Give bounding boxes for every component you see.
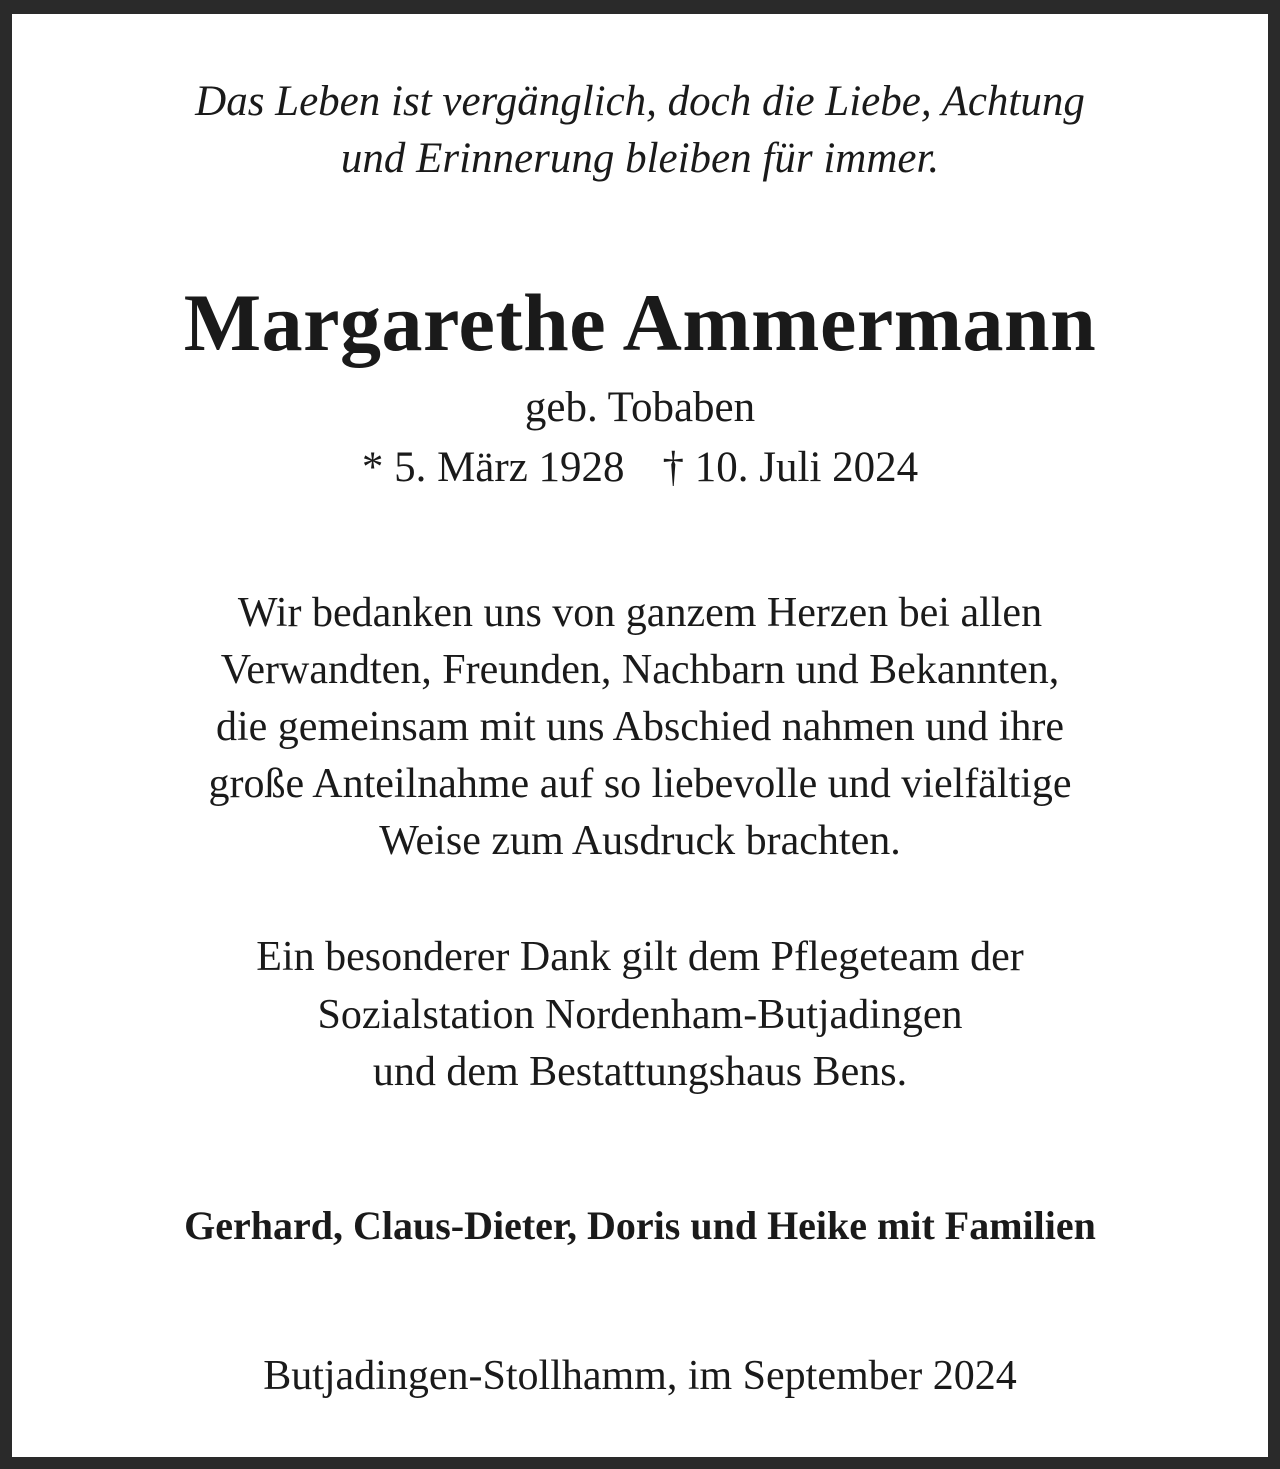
thanks-line-1: Wir bedanken uns von ganzem Herzen bei allen — [237, 590, 1043, 636]
thanks-line-5: Weise zum Ausdruck brachten. — [379, 818, 901, 864]
place-date: Butjadingen-Stollhamm, im September 2024 — [263, 1353, 1017, 1399]
special-thanks-line-2: Sozialstation Nordenham-Butjadingen — [317, 992, 963, 1038]
maiden-name: geb. Tobaben — [524, 384, 756, 431]
birth-date: * 5. März 1928 — [361, 444, 625, 491]
signers: Gerhard, Claus-Dieter, Doris und Heike mit Familien — [184, 1203, 1096, 1248]
thanks-line-4: große Anteilnahme auf so liebevolle und vielfältige — [208, 761, 1072, 807]
deceased-name: Margarethe Ammermann — [183, 277, 1097, 368]
special-thanks-line-1: Ein besonderer Dank gilt dem Pflegeteam der — [256, 934, 1024, 980]
thanks-line-3: die gemeinsam mit uns Abschied nahmen und ihre — [216, 704, 1064, 750]
special-thanks-line-3: und dem Bestattungshaus Bens. — [372, 1049, 908, 1095]
life-dates — [0, 446, 1280, 489]
thanks-line-2: Verwandten, Freunden, Nachbarn und Bekannten, — [220, 647, 1060, 693]
quote-line-2: und Erinnerung bleiben für immer. — [340, 135, 940, 182]
quote-line-1: Das Leben ist vergänglich, doch die Liebe, Achtung — [195, 78, 1085, 125]
death-date: † 10. Juli 2024 — [662, 444, 919, 491]
